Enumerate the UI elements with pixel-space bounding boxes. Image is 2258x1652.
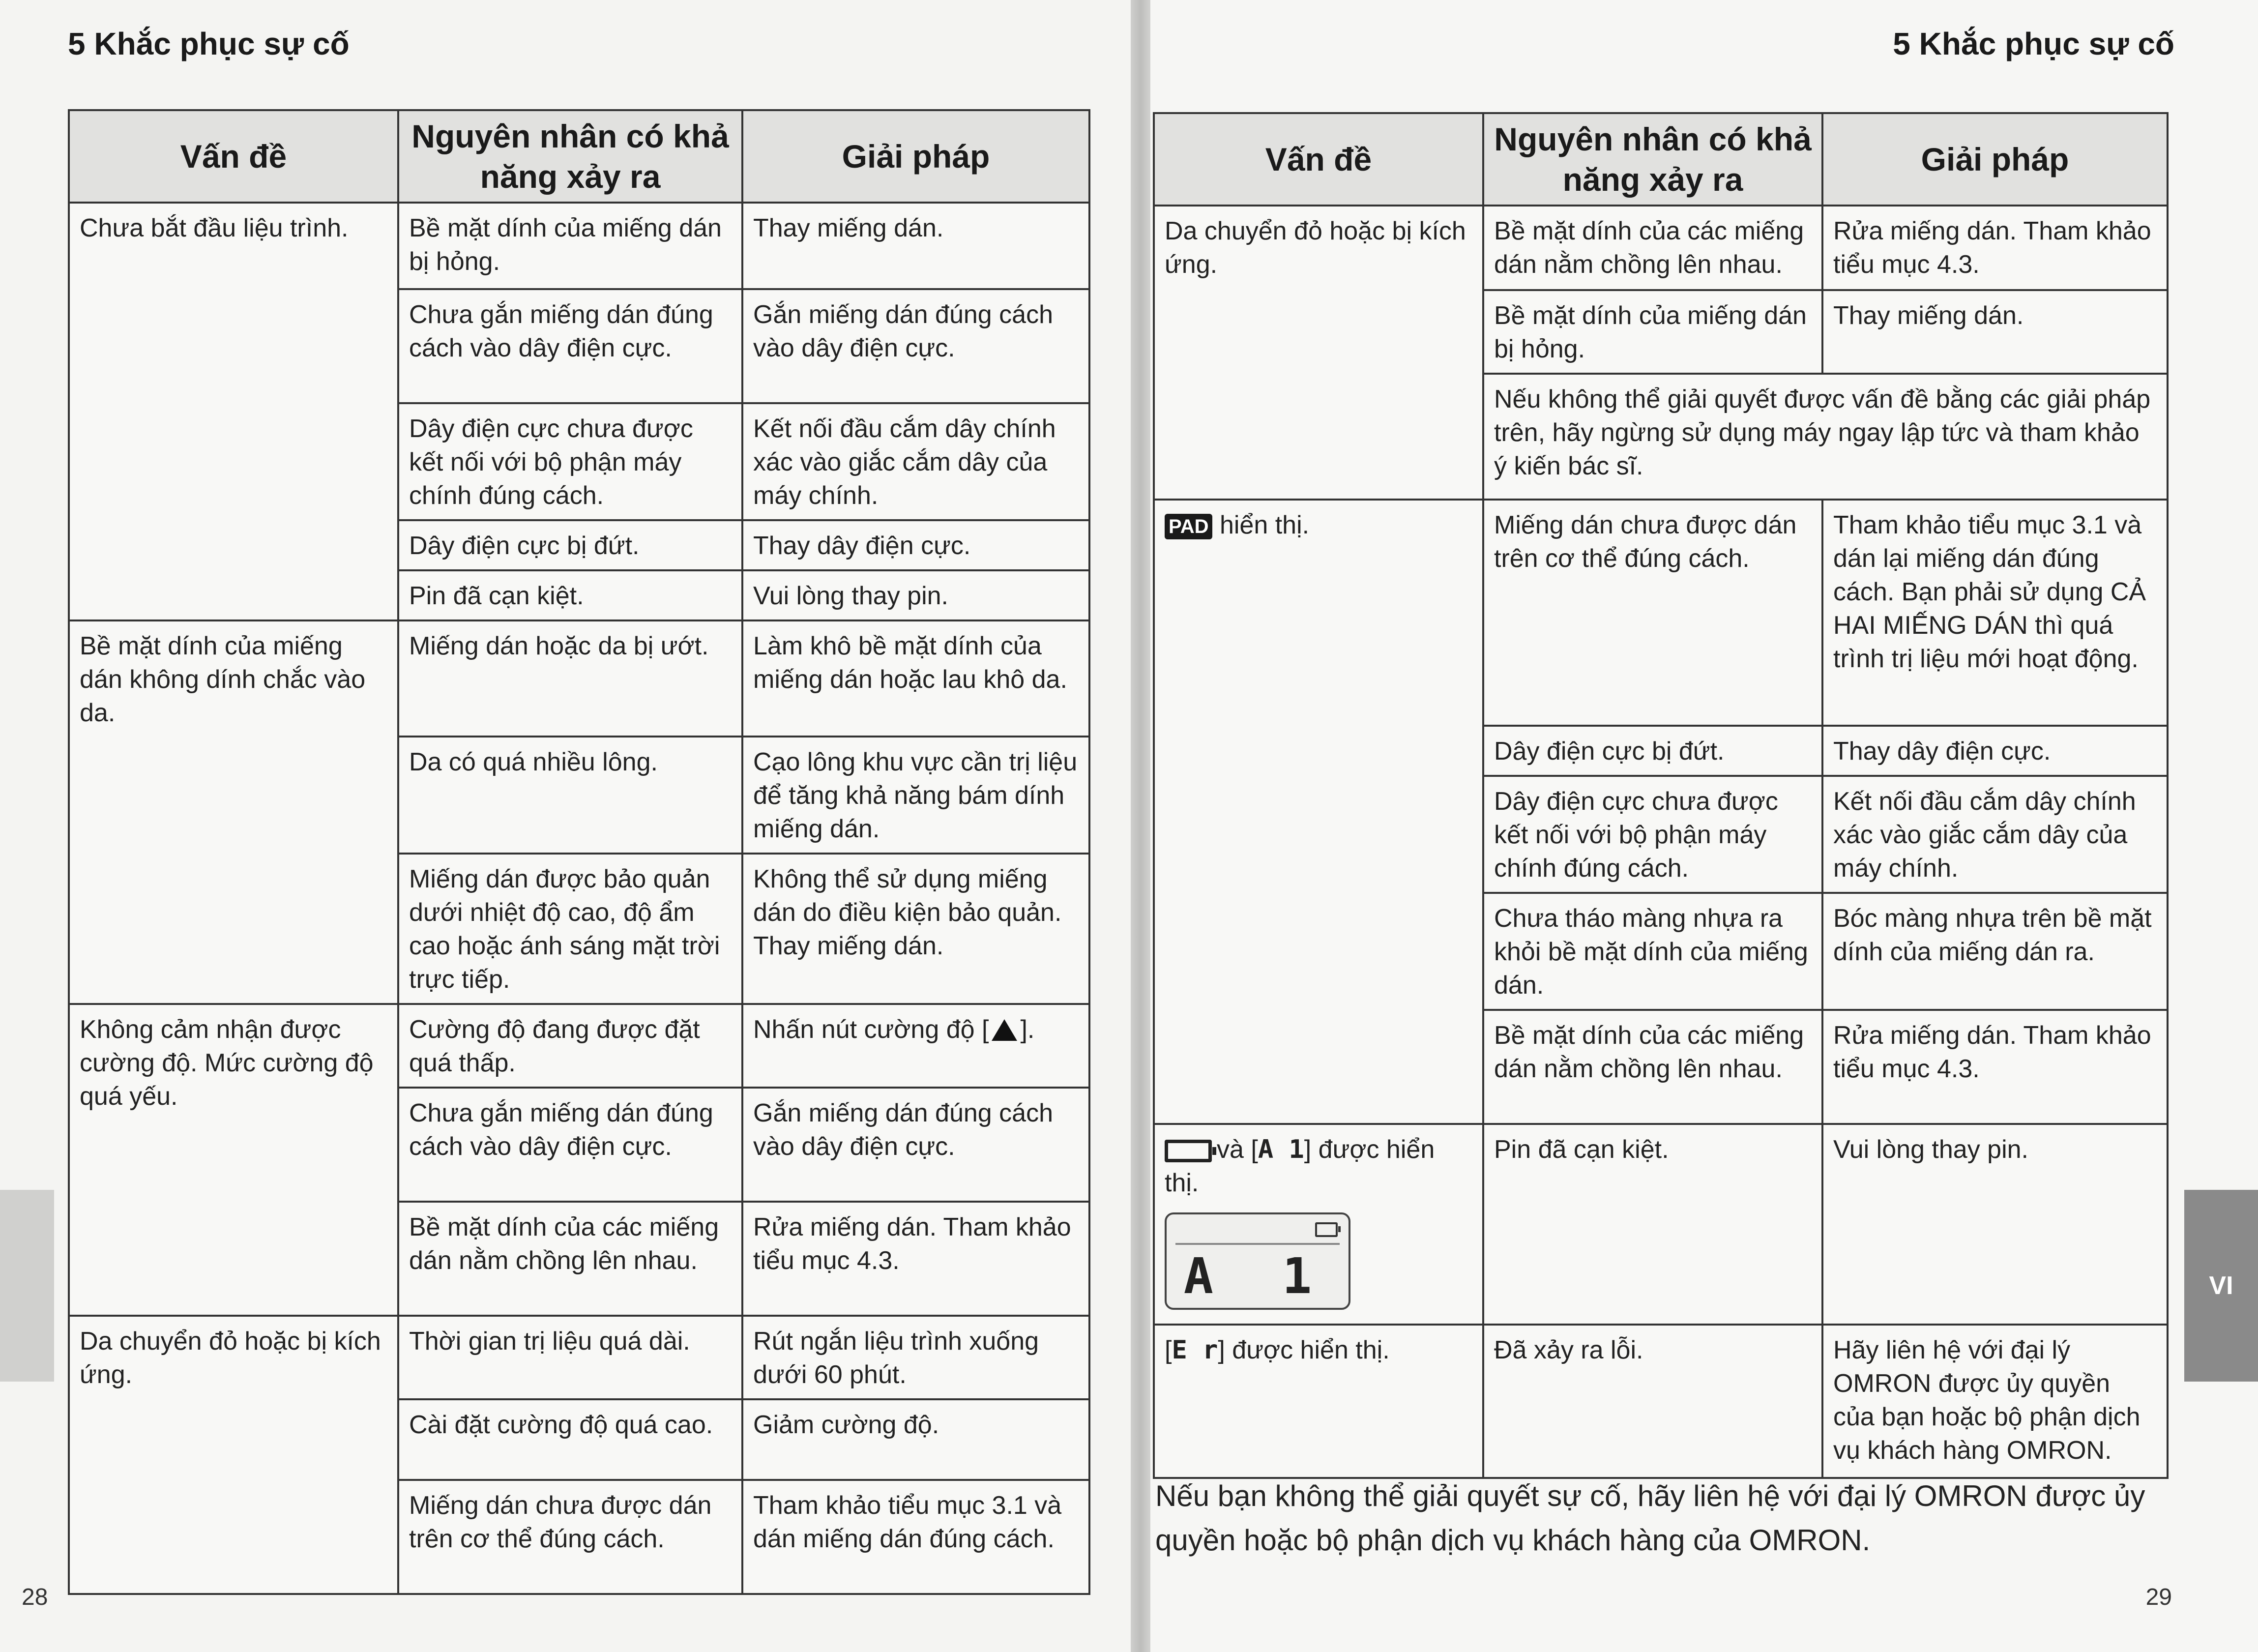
low-battery-icon — [1165, 1140, 1212, 1162]
problem-cell: Da chuyển đỏ hoặc bị kích ứng. — [1154, 206, 1483, 500]
cause-cell: Pin đã cạn kiệt. — [1483, 1124, 1822, 1325]
lcd-display-illustration — [1165, 1212, 1350, 1310]
solution-cell: Thay miếng dán. — [742, 203, 1089, 289]
cause-cell: Bề mặt dính của các miếng dán nằm chồng lên nhau. — [398, 1202, 742, 1316]
language-side-tab: VI — [2184, 1190, 2258, 1382]
solution-cell: Thay dây điện cực. — [1822, 726, 2168, 776]
solution-cell: Giảm cường độ. — [742, 1399, 1089, 1480]
solution-cell — [742, 1004, 1089, 1088]
left-edge-tab — [0, 1190, 54, 1382]
solution-cell: Gắn miếng dán đúng cách vào dây điện cực. — [742, 289, 1089, 403]
problem-text-mid: và [ — [1217, 1135, 1258, 1164]
lcd-divider — [1175, 1243, 1340, 1245]
cause-cell: Miếng dán hoặc da bị ướt. — [398, 620, 742, 737]
cause-cell: Miếng dán chưa được dán trên cơ thể đúng cách. — [398, 1480, 742, 1594]
cause-cell: Đã xảy ra lỗi. — [1483, 1325, 1822, 1478]
pad-indicator-badge: PAD — [1165, 514, 1212, 539]
cause-cell: Chưa gắn miếng dán đúng cách vào dây điện cực. — [398, 1088, 742, 1202]
problem-cell — [1154, 1124, 1483, 1325]
footnote-contact-omron: Nếu bạn không thể giải quyết sự cố, hãy liên hệ với đại lý OMRON được ủy quyền hoặc bộ phận dịch vụ khách hàng của OMRON. — [1155, 1479, 2145, 1557]
cause-cell: Dây điện cực chưa được kết nối với bộ phận máy chính đúng cách. — [1483, 776, 1822, 893]
solution-cell: Thay miếng dán. — [1822, 290, 2168, 374]
page-number-left: 28 — [22, 1584, 48, 1610]
solution-cell: Làm khô bề mặt dính của miếng dán hoặc lau khô da. — [742, 620, 1089, 737]
cause-cell: Thời gian trị liệu quá dài. — [398, 1316, 742, 1399]
solution-cell: Vui lòng thay pin. — [742, 570, 1089, 620]
solution-cell: Tham khảo tiểu mục 3.1 và dán lại miếng dán đúng cách. Bạn phải sử dụng CẢ HAI MIẾNG DÁN thì quá trình trị liệu mới hoạt động. — [1822, 500, 2168, 726]
solution-cell: Rửa miếng dán. Tham khảo tiểu mục 4.3. — [1822, 1010, 2168, 1124]
problem-cell — [1154, 1325, 1483, 1478]
problem-cell — [1154, 500, 1483, 1124]
cause-cell: Dây điện cực chưa được kết nối với bộ phận máy chính đúng cách. — [398, 403, 742, 520]
problem-text-end: ] được hiển thị. — [1165, 1135, 1435, 1197]
page-number-right: 29 — [2145, 1584, 2172, 1610]
solution-cell: Rửa miếng dán. Tham khảo tiểu mục 4.3. — [1822, 206, 2168, 290]
solution-cell: Tham khảo tiểu mục 3.1 và dán miếng dán đúng cách. — [742, 1480, 1089, 1594]
troubleshooting-table-right — [1153, 112, 2169, 1479]
problem-text-end: ] được hiển thị. — [1218, 1336, 1390, 1364]
troubleshooting-table-left — [68, 109, 1090, 1595]
problem-cell: Không cảm nhận được cường độ. Mức cường độ quá yếu. — [69, 1004, 398, 1316]
cause-cell: Cài đặt cường độ quá cao. — [398, 1399, 742, 1480]
lcd-battery-icon — [1315, 1222, 1338, 1237]
problem-text: hiển thị. — [1219, 511, 1310, 539]
solution-cell: Vui lòng thay pin. — [1822, 1124, 2168, 1325]
cause-cell: Cường độ đang được đặt quá thấp. — [398, 1004, 742, 1088]
solution-cell: Kết nối đầu cắm dây chính xác vào giắc cắm dây của máy chính. — [1822, 776, 2168, 893]
solution-cell: Gắn miếng dán đúng cách vào dây điện cực. — [742, 1088, 1089, 1202]
solution-cell: Thay dây điện cực. — [742, 520, 1089, 570]
cause-cell: Bề mặt dính của các miếng dán nằm chồng lên nhau. — [1483, 1010, 1822, 1124]
cause-cell: Bề mặt dính của miếng dán bị hỏng. — [398, 203, 742, 289]
column-header-problem: Vấn đề — [69, 110, 398, 203]
cause-cell: Pin đã cạn kiệt. — [398, 570, 742, 620]
solution-cell: Kết nối đầu cắm dây chính xác vào giắc cắm dây của máy chính. — [742, 403, 1089, 520]
column-header-cause: Nguyên nhân có khả năng xảy ra — [398, 110, 742, 203]
cause-cell: Bề mặt dính của miếng dán bị hỏng. — [1483, 290, 1822, 374]
bleed-through-text — [737, 30, 753, 92]
cause-cell: Dây điện cực bị đứt. — [1483, 726, 1822, 776]
solution-cell: Rút ngắn liệu trình xuống dưới 60 phút. — [742, 1316, 1089, 1399]
cause-cell: Chưa gắn miếng dán đúng cách vào dây điện cực. — [398, 289, 742, 403]
cause-cell: Da có quá nhiều lông. — [398, 737, 742, 854]
solution-text-end: ]. — [1020, 1015, 1035, 1044]
solution-text: Nhấn nút cường độ [ — [753, 1015, 989, 1044]
problem-text-line — [1165, 1133, 1472, 1200]
error-code-a1: A 1 — [1258, 1135, 1304, 1164]
note-cell: Nếu không thể giải quyết được vấn đề bằng các giải pháp trên, hãy ngừng sử dụng máy ngay lập tức và tham khảo ý kiến bác sĩ. — [1483, 374, 2168, 500]
cause-cell: Chưa tháo màng nhựa ra khỏi bề mặt dính của miếng dán. — [1483, 893, 1822, 1010]
problem-cell: Bề mặt dính của miếng dán không dính chắc vào da. — [69, 620, 398, 1004]
problem-cell: Chưa bắt đầu liệu trình. — [69, 203, 398, 620]
column-header-solution: Giải pháp — [1822, 113, 2168, 206]
column-header-solution: Giải pháp — [742, 110, 1089, 203]
solution-cell: Rửa miếng dán. Tham khảo tiểu mục 4.3. — [742, 1202, 1089, 1316]
column-header-cause: Nguyên nhân có khả năng xảy ra — [1483, 113, 1822, 206]
cause-cell: Dây điện cực bị đứt. — [398, 520, 742, 570]
cause-cell: Miếng dán chưa được dán trên cơ thể đúng cách. — [1483, 500, 1822, 726]
book-gutter — [1131, 0, 1150, 1652]
cause-cell: Bề mặt dính của các miếng dán nằm chồng lên nhau. — [1483, 206, 1822, 290]
intensity-up-triangle-icon — [992, 1019, 1017, 1041]
solution-cell: Hãy liên hệ với đại lý OMRON được ủy quyền của bạn hoặc bộ phận dịch vụ khách hàng OMRON. — [1822, 1325, 2168, 1478]
error-code-er: E r — [1172, 1335, 1218, 1365]
problem-cell: Da chuyển đỏ hoặc bị kích ứng. — [69, 1316, 398, 1594]
page-header-right: 5 Khắc phục sự cố — [1893, 26, 2174, 61]
solution-cell: Không thể sử dụng miếng dán do điều kiện bảo quản. Thay miếng dán. — [742, 854, 1089, 1004]
cause-cell: Miếng dán được bảo quản dưới nhiệt độ cao, độ ẩm cao hoặc ánh sáng mặt trời trực tiếp. — [398, 854, 742, 1004]
column-header-problem: Vấn đề — [1154, 113, 1483, 206]
problem-text-start: [ — [1165, 1336, 1172, 1364]
solution-cell: Cạo lông khu vực cần trị liệu để tăng khả năng bám dính miếng dán. — [742, 737, 1089, 854]
lcd-value: A 1 — [1183, 1247, 1332, 1305]
solution-cell: Bóc màng nhựa trên bề mặt dính của miếng dán ra. — [1822, 893, 2168, 1010]
page-header-left: 5 Khắc phục sự cố — [68, 26, 350, 61]
